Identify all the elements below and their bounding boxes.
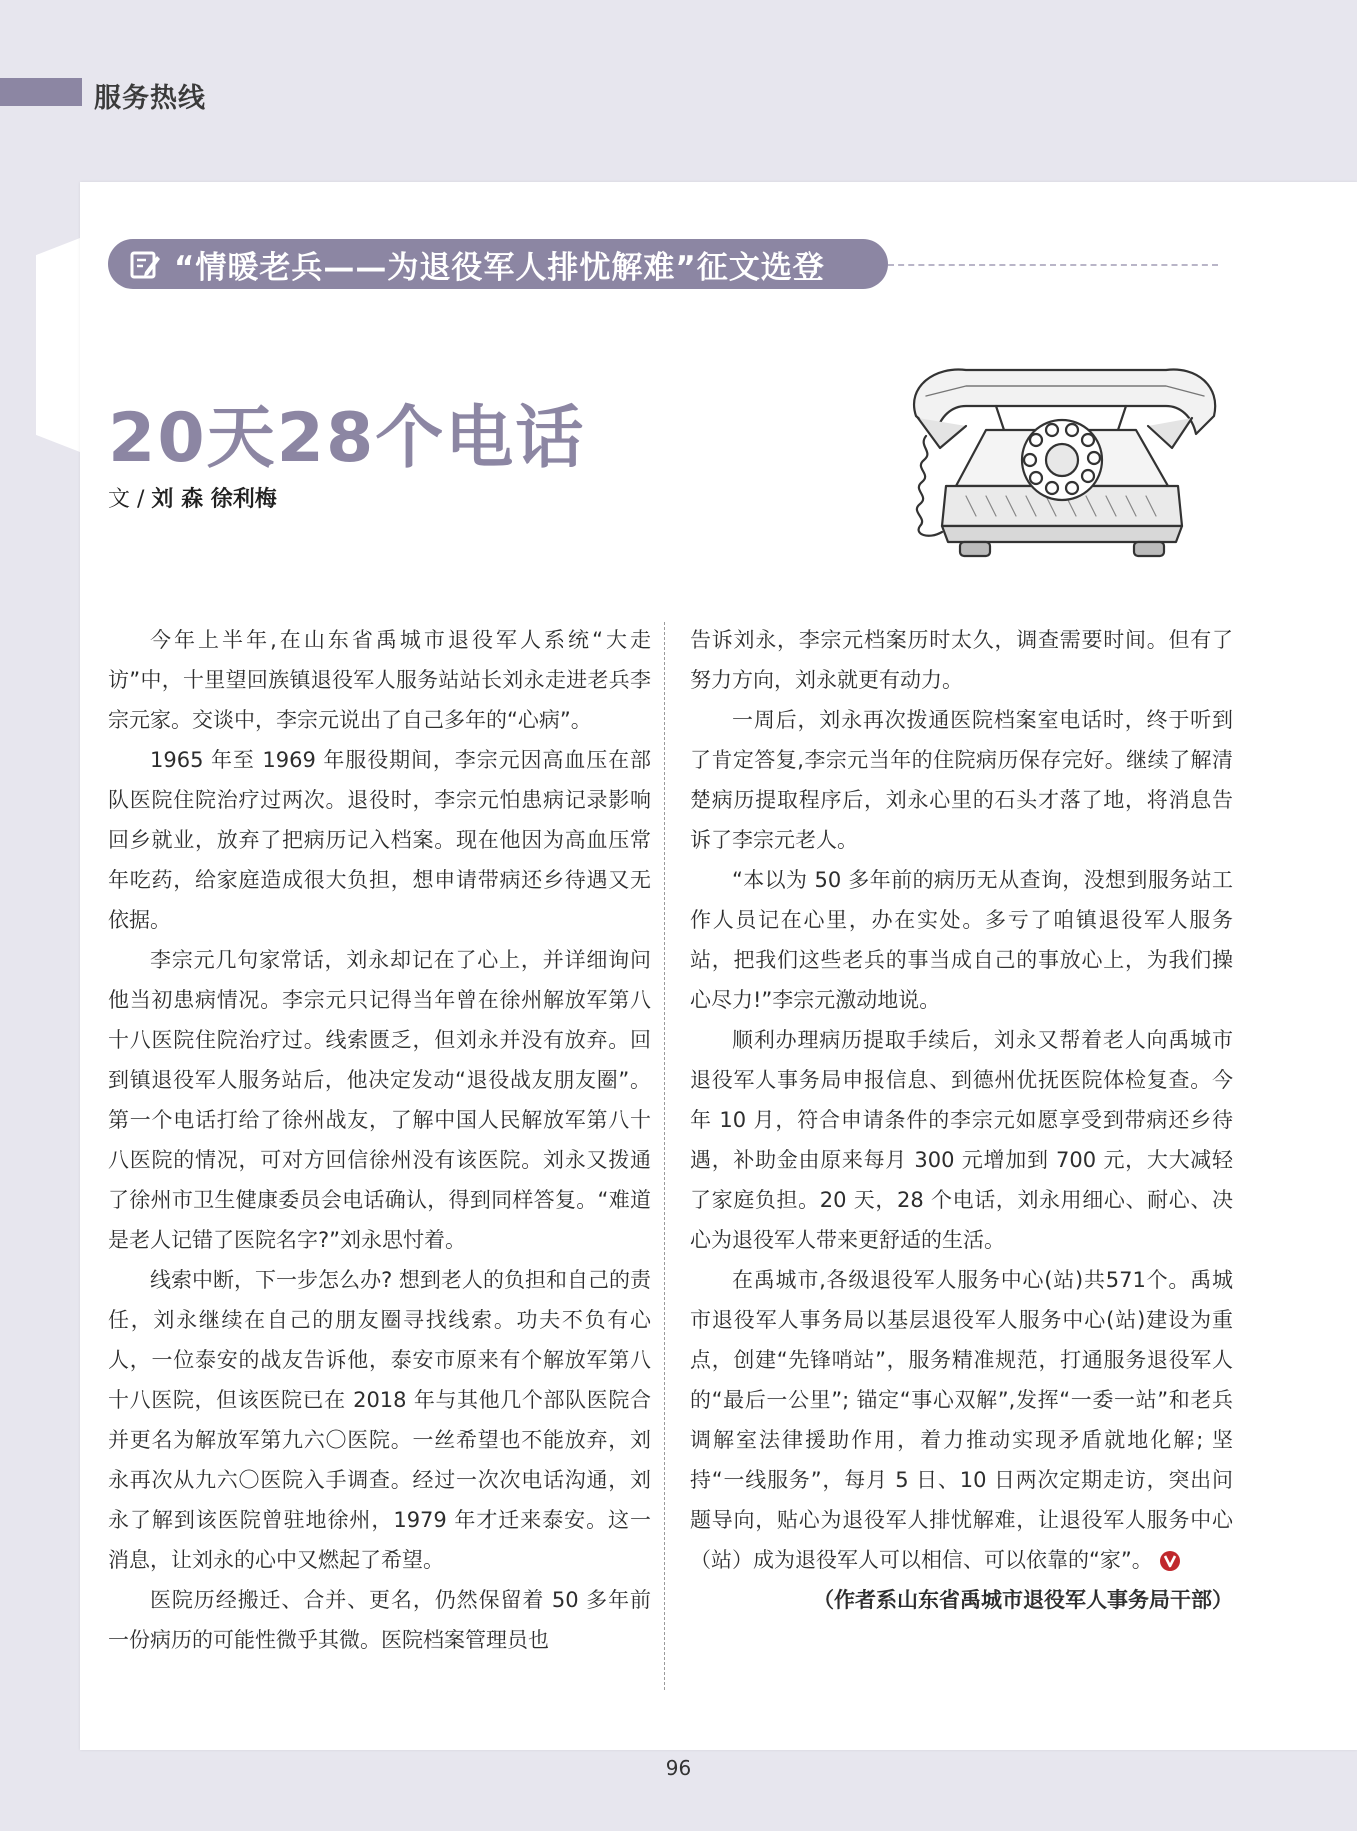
right-column (690, 620, 1233, 1620)
paragraph-text: 在禹城市,各级退役军人服务中心(站)共571个。禹城市退役军人事务局以基层退役军人服务中心(站)建设为重点，创建“先锋哨站”，服务精准规范，打通服务退役军人的“最后一公里”; 锚定“事心双解”,发挥“一委一站”和老兵调解室法律援助作用，着力推动实现矛盾就地化解; 坚持“一线服务”，每月 5 日、10 日两次定期走访，突出问题导向，贴心为退役军人排忧解难，让退役军人服务中心（站）成为退役军人可以相信、可以依靠的“家”。 (690, 1268, 1233, 1572)
paragraph-continued: 告诉刘永，李宗元档案历时太久，调查需要时间。但有了努力方向，刘永就更有动力。 (690, 628, 1233, 692)
banner-dashed-rule (888, 264, 1218, 266)
rotary-telephone-illustration (896, 356, 1226, 576)
paragraph: “本以为 50 多年前的病历无从查询，没想到服务站工作人员记在心里，办在实处。多亏了咱镇退役军人服务站，把我们这些老兵的事当成自己的事放心上，为我们操心尽力!”李宗元激动地说。 (690, 868, 1233, 1012)
byline (108, 482, 277, 513)
card-notch (36, 238, 80, 452)
paragraph: 医院历经搬迁、合并、更名，仍然保留着 50 多年前一份病历的可能性微乎其微。医院档案管理员也 (108, 1588, 651, 1652)
paragraph-last (690, 1260, 1233, 1580)
section-tab-marker (0, 78, 82, 106)
author-note: （作者系山东省禹城市退役军人事务局干部） (813, 1588, 1233, 1612)
paragraph: 今年上半年,在山东省禹城市退役军人系统“大走访”中，十里望回族镇退役军人服务站站长刘永走进老兵李宗元家。交谈中，李宗元说出了自己多年的“心病”。 (108, 628, 651, 732)
article-title: 20天28个电话 (108, 399, 586, 478)
page-number: 96 (665, 1756, 692, 1780)
byline-prefix: 文 / (108, 487, 152, 512)
edit-note-icon (128, 247, 162, 281)
byline-authors: 刘 森 徐利梅 (151, 487, 277, 512)
paragraph: 李宗元几句家常话，刘永却记在了心上，并详细询问他当初患病情况。李宗元只记得当年曾在徐州解放军第八十八医院住院治疗过。线索匮乏，但刘永并没有放弃。回到镇退役军人服务站后，他决定发动“退役战友朋友圈”。第一个电话打给了徐州战友，了解中国人民解放军第八十八医院的情况，可对方回信徐州没有该医院。刘永又拨通了徐州市卫生健康委员会电话确认，得到同样答复。“难道是老人记错了医院名字?”刘永思忖着。 (108, 948, 651, 1252)
v-logo-icon (1159, 1550, 1181, 1572)
paragraph: 一周后，刘永再次拨通医院档案室电话时，终于听到了肯定答复,李宗元当年的住院病历保存完好。继续了解清楚病历提取程序后，刘永心里的石头才落了地，将消息告诉了李宗元老人。 (690, 708, 1233, 852)
paragraph: 顺利办理病历提取手续后，刘永又帮着老人向禹城市退役军人事务局申报信息、到德州优抚医院体检复查。今年 10 月，符合申请条件的李宗元如愿享受到带病还乡待遇，补助金由原来每月 300 元增加到 700 元，大大减轻了家庭负担。20 天，28 个电话，刘永用细心、耐心、决心为退役军人带来更舒适的生活。 (690, 1028, 1233, 1252)
paragraph: 线索中断，下一步怎么办? 想到老人的负担和自己的责任，刘永继续在自己的朋友圈寻找线索。功夫不负有心人，一位泰安的战友告诉他，泰安市原来有个解放军第八十八医院，但该医院已在 2018 年与其他几个部队医院合并更名为解放军第九六〇医院。一丝希望也不能放弃，刘永再次从九六〇医院入手调查。经过一次次电话沟通，刘永了解到该医院曾驻地徐州，1979 年才迁来泰安。这一消息，让刘永的心中又燃起了希望。 (108, 1268, 651, 1572)
paragraph: 1965 年至 1969 年服役期间，李宗元因高血压在部队医院住院治疗过两次。退役时，李宗元怕患病记录影响回乡就业，放弃了把病历记入档案。现在他因为高血压常年吃药，给家庭造成很大负担，想申请带病还乡待遇又无依据。 (108, 748, 651, 932)
section-label: 服务热线 (94, 83, 206, 114)
left-column (108, 620, 651, 1660)
article-body (108, 620, 1233, 1690)
series-banner (108, 239, 888, 289)
series-banner-text: “情暖老兵——为退役军人排忧解难”征文选登 (174, 249, 825, 286)
